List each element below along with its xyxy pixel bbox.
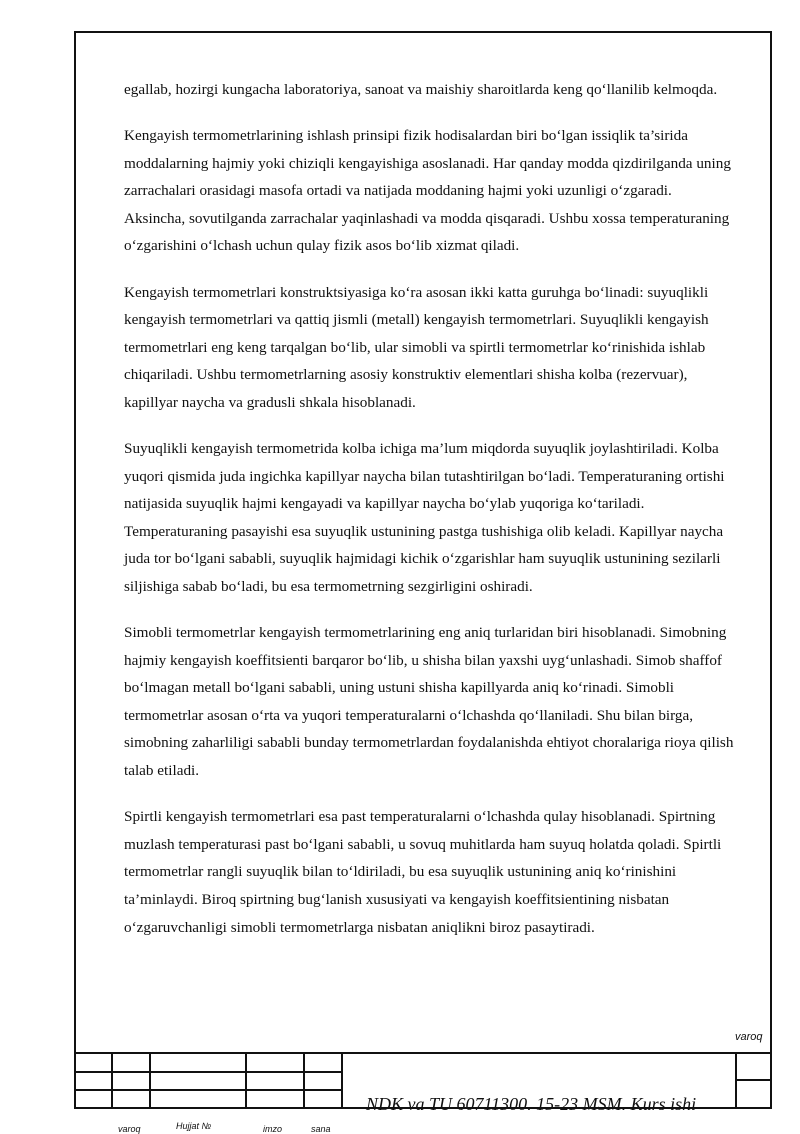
paragraph: Spirtli kengayish termometrlari esa past temperaturalarni o‘lchashda qulay hisoblanadi. Spirtning muzlash temperaturasi past bo‘lgani sababli, u sovuq muhitlarda ham suyuq holatda qoladi. Spirtli termometrlar rangli suyuqlik bilan to‘ldiriladi, bu esa suyuqlik ustunining aniq ko‘rinishini ta’minlaydi. Biroq spirtning bug‘lanish xususiyati va kengayish koeffitsientining nisbatan o‘zgaruvchanligi simobli termometrlarga nisbatan aniqlikni biroz pasaytiradi.: [124, 808, 722, 936]
paragraph: Simobli termometrlar kengayish termometrlarining eng aniq turlaridan biri hisoblanadi. Simobning hajmiy kengayish koeffitsienti barqaror bo‘lib, u shisha bilan yaxshi uyg‘unlashadi. Simob shaffof bo‘lmagan metall bo‘lgani sababli, uning ustuni shisha kapillyarda aniq ko‘rinadi. Simobli termometrlar asosan o‘rta va yuqori temperaturalarni o‘lchashda qo‘llaniladi. Shu bilan birga, simobning zaharliligi sababli bunday termometrlardan foydalanishda ehtiyot choralariga rioya qilish talab etiladi.: [124, 624, 734, 780]
column-label: sana: [311, 1124, 331, 1134]
paragraph: egallab, hozirgi kungacha laboratoriya, sanoat va maishiy sharoitlarda keng qo‘llanilib kelmoqda.: [124, 81, 718, 98]
stamp-line: [111, 1052, 113, 1109]
sheet-label: varoq: [735, 1031, 763, 1043]
stamp-line: [74, 1089, 342, 1091]
stamp-line: [303, 1052, 305, 1109]
document-code: NDK va TU 60711300. 15-23 MSM. Kurs ishi: [366, 1094, 697, 1114]
stamp-line: [74, 1052, 772, 1054]
paragraph: Kengayish termometrlari konstruktsiyasiga ko‘ra asosan ikki katta guruhga bo‘linadi: suyuqlikli kengayish termometrlari va qattiq jismli (metall) kengayish termometrlari. Suyuqlikli kengayish termometrlari eng keng tarqalgan bo‘lib, ular simobli va spirtli termometrlar ko‘rinishida ishlab chiqariladi. Ushbu termometrlarning asosiy konstruktiv elementlari shisha kolba (rezervuar), kapillyar naycha va gradusli shkala hisoblanadi.: [124, 283, 709, 411]
stamp-line: [735, 1079, 772, 1081]
paragraph: Suyuqlikli kengayish termometrida kolba ichiga ma’lum miqdorda suyuqlik joylashtiriladi. Kolba yuqori qismida juda ingichka kapillyar naycha bilan tutashtirilgan bo‘ladi. Temperaturaning ortishi natijasida suyuqlik hajmi kengayadi va kapillyar naycha bo‘ylab yuqoriga ko‘tariladi. Temperaturaning pasayishi esa suyuqlik ustunining pastga tushishiga olib keladi. Kapillyar naycha juda tor bo‘lgani sababli, suyuqlik hajmidagi kichik o‘zgarishlar ham suyuqlik ustunining sezilarli siljishiga sabab bo‘ladi, bu esa termometrning sezgirligini oshiradi.: [124, 440, 725, 595]
stamp-line: [245, 1052, 247, 1109]
paragraph: Kengayish termometrlarining ishlash prinsipi fizik hodisalardan biri bo‘lgan issiqlik ta’sirida moddalarning hajmiy yoki chiziqli kengayishiga asoslanadi. Har qanday modda qizdirilganda uning zarrachalari orasidagi masofa ortadi va natijada moddaning hajmi yoki uzunligi o‘zgaradi. Aksincha, sovutilganda zarrachalar yaqinlashadi va modda qisqaradi. Ushbu xossa temperaturaning o‘zgarishini o‘lchash uchun qulay fizik asos bo‘lib xizmat qiladi.: [124, 127, 731, 255]
stamp-line: [149, 1052, 151, 1109]
stamp-line: [735, 1052, 737, 1109]
column-label: Hujjat №: [176, 1121, 212, 1131]
column-label: imzo: [263, 1124, 283, 1134]
stamp-line: [74, 1071, 342, 1073]
document-body: [124, 76, 734, 960]
stamp-line: [341, 1052, 343, 1109]
column-label: varoq: [118, 1124, 141, 1134]
